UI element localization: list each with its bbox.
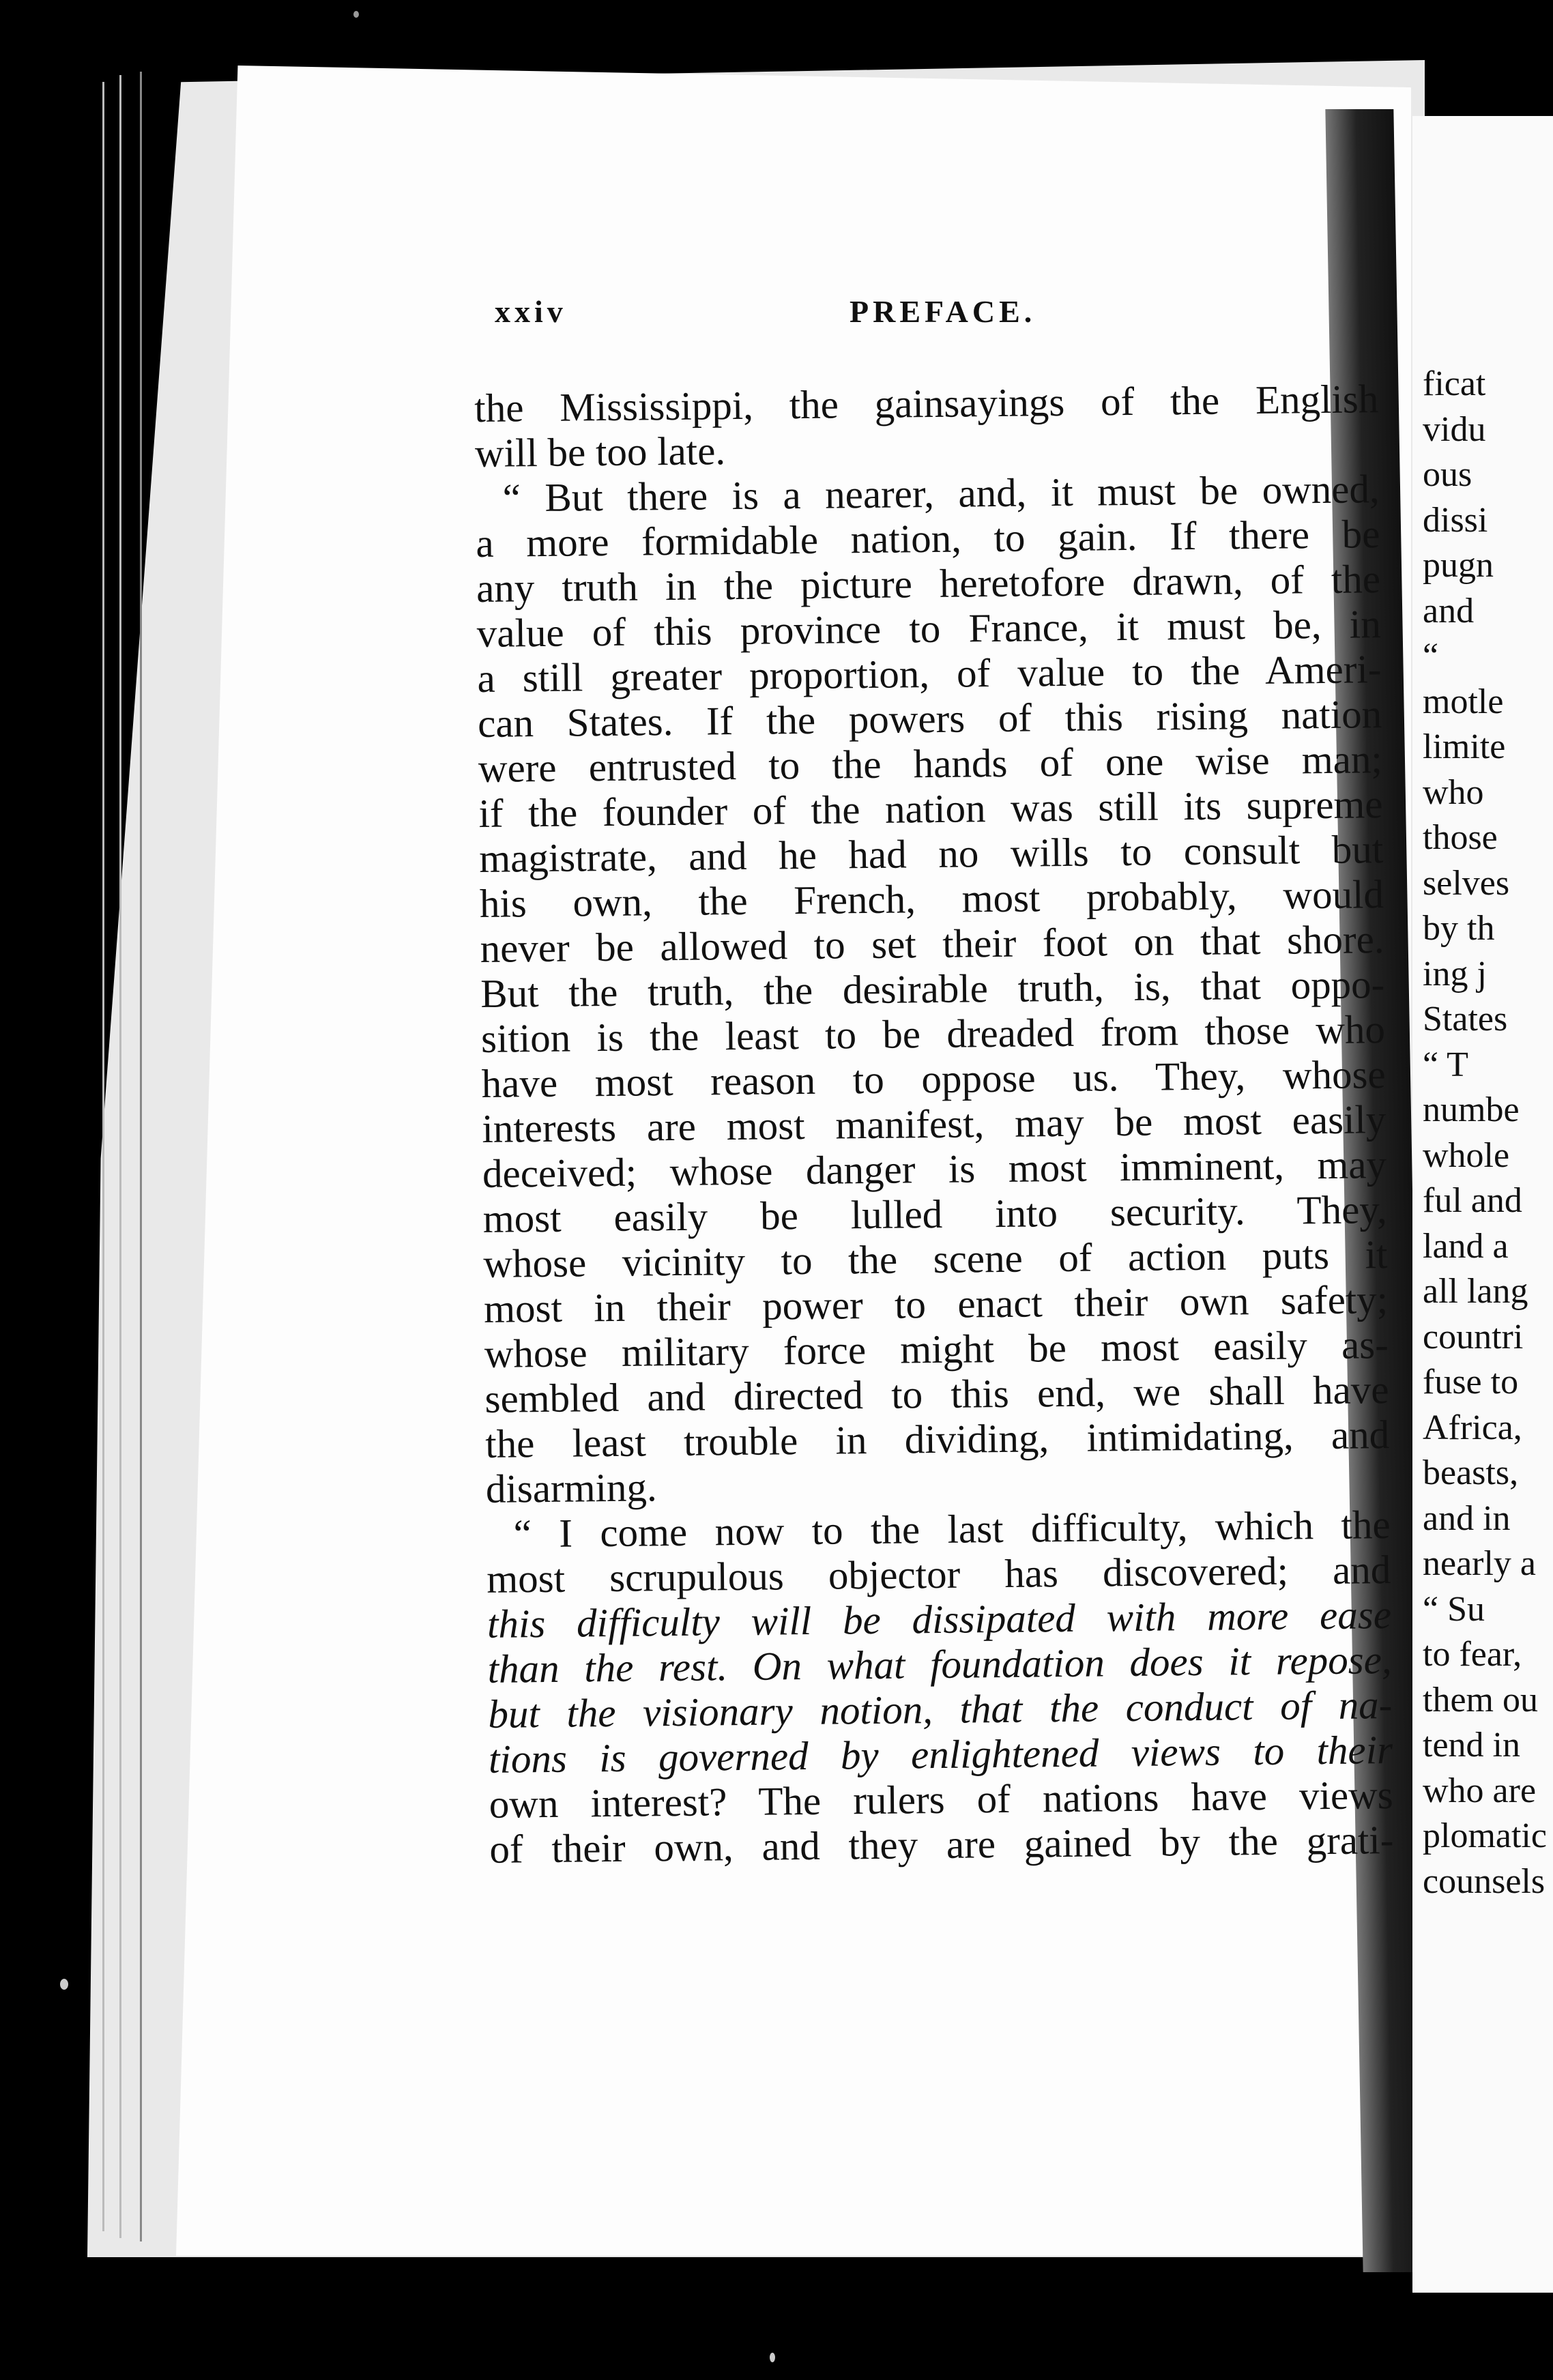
text-line: of their own, and they are gained by the grati-	[489, 1817, 1394, 1872]
right-page-text	[1423, 362, 1553, 1904]
right-line: ous	[1423, 455, 1472, 494]
text-line: sition is the least to be dreaded from those who	[480, 1006, 1386, 1061]
right-line: selves	[1423, 863, 1510, 903]
text-line: magistrate, and he had no wills to consult but	[478, 826, 1384, 881]
right-line: beasts,	[1423, 1453, 1519, 1492]
right-line: those	[1423, 818, 1498, 857]
right-line: them ou	[1423, 1680, 1538, 1719]
right-line: who are	[1423, 1771, 1537, 1810]
text-line: “ I come now to the last difficulty, which the	[513, 1502, 1391, 1556]
text-line: will be too late.	[474, 428, 726, 476]
right-line: to fear,	[1423, 1635, 1522, 1674]
page-edge-line	[102, 82, 104, 2231]
right-line: and	[1423, 591, 1475, 630]
scan-speck	[60, 1979, 68, 1990]
text-line: most easily be lulled into security. They,	[482, 1187, 1388, 1241]
text-line: whose military force might be most easily as-	[484, 1322, 1389, 1376]
right-line: counsels	[1423, 1861, 1545, 1901]
right-line: tend in	[1423, 1726, 1520, 1765]
right-line: motle	[1423, 682, 1504, 721]
scan-speck	[353, 11, 359, 18]
right-line: “ T	[1423, 1045, 1468, 1084]
right-line: whole	[1423, 1135, 1510, 1175]
right-line: who	[1423, 772, 1484, 812]
text-line: this difficulty will be dissipated with more ease	[487, 1592, 1392, 1646]
scan-speck	[770, 2353, 775, 2362]
right-line: “ Su	[1423, 1589, 1485, 1629]
right-line: all lang	[1423, 1272, 1528, 1311]
right-book-page-fragment	[1412, 116, 1553, 2293]
running-head	[495, 293, 1395, 348]
text-line: but the visionary notion, that the conduct of na-	[488, 1682, 1393, 1737]
page-number: xxiv	[495, 294, 567, 329]
right-line: and in	[1423, 1498, 1511, 1538]
right-line: dissi	[1423, 500, 1488, 540]
text-line: his own, the French, most probably, would	[479, 871, 1384, 926]
right-line: “	[1423, 637, 1439, 676]
text-line: deceived; whose danger is most imminent, may	[482, 1142, 1387, 1196]
right-line: pugn	[1423, 546, 1494, 585]
right-line: limite	[1423, 727, 1506, 766]
text-line: own interest? The rulers of nations have views	[489, 1772, 1394, 1827]
text-line: tions is governed by enlightened views to their	[488, 1727, 1393, 1782]
right-line: fuse to	[1423, 1363, 1519, 1402]
page-edge-line	[140, 72, 142, 2241]
text-line: have most reason to oppose us. They, whose	[481, 1051, 1386, 1106]
text-line: most in their power to enact their own safety;	[483, 1277, 1389, 1331]
text-line: never be allowed to set their foot on that shore.	[480, 916, 1384, 971]
text-line: whose vicinity to the scene of action puts it	[483, 1232, 1388, 1286]
right-line: nearly a	[1423, 1544, 1537, 1583]
right-line: Africa,	[1423, 1408, 1522, 1447]
text-line: the Mississippi, the gainsayings of the English	[474, 376, 1379, 431]
text-line: sembled and directed to this end, we shall have	[484, 1367, 1389, 1421]
text-line: any truth in the picture heretofore drawn, of the	[476, 556, 1381, 611]
text-line: than the rest. On what foundation does it repose,	[487, 1637, 1392, 1692]
right-line: numbe	[1423, 1090, 1520, 1129]
right-line: vidu	[1423, 409, 1486, 449]
text-line: the least trouble in dividing, intimidating, and	[484, 1412, 1390, 1466]
right-line: ing j	[1423, 954, 1487, 993]
text-line: value of this province to France, it must be, in	[476, 601, 1382, 656]
section-title: PREFACE.	[850, 294, 1036, 329]
text-line: most scrupulous objector has discovered; and	[486, 1547, 1391, 1601]
text-line: disarming.	[485, 1464, 657, 1511]
text-line: But the truth, the desirable truth, is, that oppo-	[480, 961, 1385, 1016]
text-line: if the founder of the nation was still its supreme	[478, 781, 1383, 836]
right-line: ficat	[1423, 364, 1486, 403]
right-line: States	[1423, 1000, 1508, 1039]
text-line: a still greater proportion, of value to the Ameri-	[477, 646, 1382, 701]
page-edge-line	[119, 75, 121, 2238]
text-line: were entrusted to the hands of one wise man;	[478, 736, 1383, 791]
body-text	[474, 376, 1394, 1872]
right-line: plomatic	[1423, 1816, 1547, 1855]
text-line: can States. If the powers of this rising nation	[477, 691, 1382, 746]
right-line: land a	[1423, 1226, 1509, 1266]
text-line: a more formidable nation, to gain. If there be	[476, 511, 1380, 566]
text-line: “ But there is a nearer, and, it must be owned,	[502, 466, 1380, 521]
right-line: by th	[1423, 909, 1495, 948]
right-line: countri	[1423, 1317, 1524, 1356]
text-line: interests are most manifest, may be most easily	[482, 1097, 1387, 1151]
right-line: ful and	[1423, 1181, 1522, 1220]
